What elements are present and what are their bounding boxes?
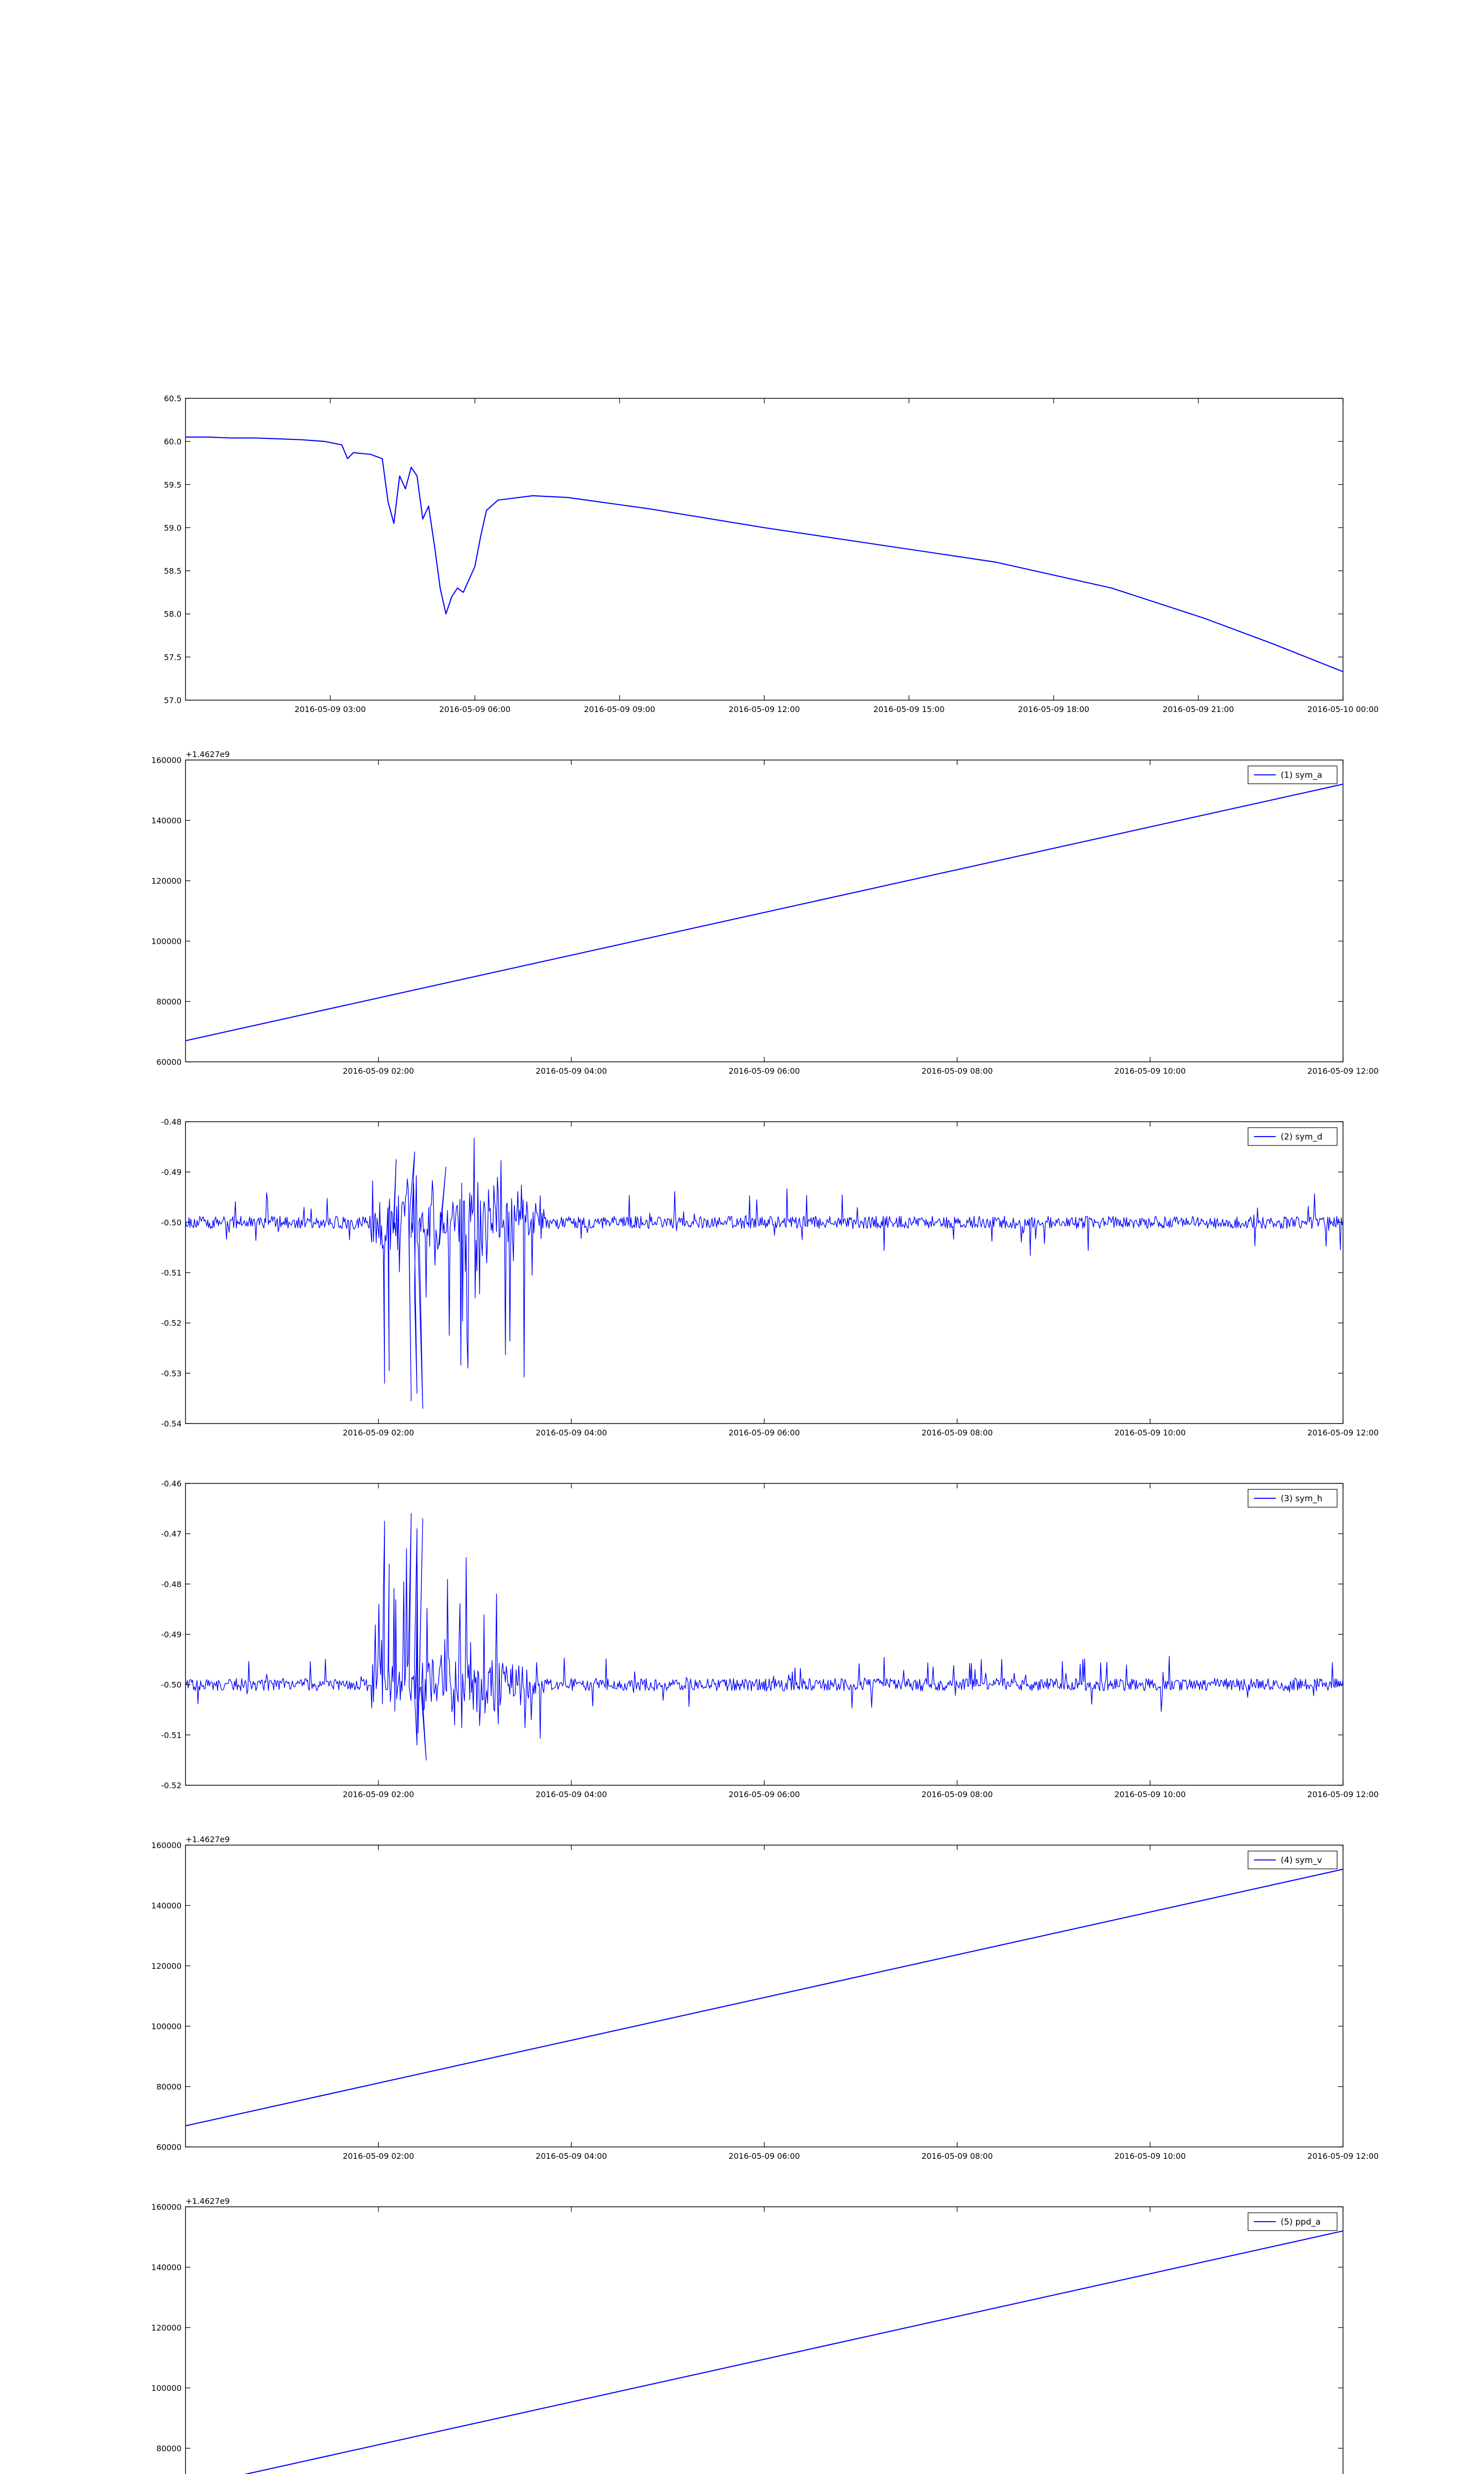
axes-frame — [186, 760, 1343, 1062]
legend-label: (1) sym_a — [1281, 770, 1322, 780]
x-tick-label: 2016-05-09 06:00 — [728, 2151, 800, 2161]
y-tick-label: 57.5 — [164, 652, 182, 662]
legend-label: (5) ppd_a — [1281, 2217, 1321, 2227]
x-tick-label: 2016-05-09 12:00 — [1307, 2151, 1379, 2161]
series-line — [186, 1514, 1343, 1760]
y-tick-label: -0.51 — [161, 1730, 182, 1740]
y-tick-label: -0.52 — [161, 1318, 182, 1328]
y-offset-label: +1.4627e9 — [186, 2196, 230, 2206]
x-tick-label: 2016-05-09 08:00 — [921, 1066, 993, 1076]
y-tick-label: 160000 — [151, 1841, 182, 1850]
x-tick-label: 2016-05-09 09:00 — [584, 705, 655, 714]
y-tick-label: 59.0 — [164, 523, 182, 533]
series-line — [186, 437, 1343, 671]
x-tick-label: 2016-05-09 08:00 — [921, 2151, 993, 2161]
panel-2 — [161, 1117, 1379, 1437]
x-tick-label: 2016-05-09 04:00 — [535, 2151, 607, 2161]
panel-0 — [164, 394, 1379, 714]
y-offset-label: +1.4627e9 — [186, 1835, 230, 1844]
y-tick-label: 100000 — [151, 2022, 182, 2031]
x-tick-label: 2016-05-09 02:00 — [342, 2151, 415, 2161]
y-tick-label: 140000 — [151, 2263, 182, 2272]
x-tick-label: 2016-05-09 06:00 — [728, 1790, 800, 1799]
y-tick-label: 58.5 — [164, 566, 182, 576]
x-tick-label: 2016-05-09 12:00 — [728, 705, 800, 714]
x-tick-label: 2016-05-09 15:00 — [873, 705, 945, 714]
y-tick-label: -0.54 — [161, 1419, 182, 1428]
x-tick-label: 2016-05-09 10:00 — [1114, 1790, 1186, 1799]
y-tick-label: 80000 — [156, 997, 182, 1006]
y-tick-label: 60.0 — [164, 437, 182, 447]
y-tick-label: 60000 — [156, 1057, 182, 1067]
series-line — [186, 1138, 1343, 1409]
y-tick-label: 160000 — [151, 2202, 182, 2212]
panel-4 — [151, 1835, 1379, 2161]
x-tick-label: 2016-05-10 00:00 — [1307, 705, 1379, 714]
axes-frame — [186, 1122, 1343, 1424]
x-tick-label: 2016-05-09 04:00 — [535, 1066, 607, 1076]
legend-label: (2) sym_d — [1281, 1132, 1323, 1142]
y-tick-label: -0.48 — [161, 1579, 182, 1589]
y-tick-label: 60.5 — [164, 394, 182, 403]
y-tick-label: 80000 — [156, 2444, 182, 2453]
y-tick-label: 120000 — [151, 876, 182, 886]
x-tick-label: 2016-05-09 06:00 — [439, 705, 511, 714]
series-line — [186, 2231, 1343, 2474]
x-tick-label: 2016-05-09 12:00 — [1307, 1428, 1379, 1437]
x-tick-label: 2016-05-09 06:00 — [728, 1428, 800, 1437]
x-tick-label: 2016-05-09 04:00 — [535, 1790, 607, 1799]
legend — [1248, 2213, 1337, 2231]
y-tick-label: -0.49 — [161, 1630, 182, 1639]
y-tick-label: 60000 — [156, 2142, 182, 2152]
panel-3 — [161, 1479, 1379, 1799]
y-tick-label: 140000 — [151, 1901, 182, 1910]
x-tick-label: 2016-05-09 02:00 — [342, 1066, 415, 1076]
y-tick-label: -0.50 — [161, 1218, 182, 1228]
series-line — [186, 784, 1343, 1041]
y-tick-label: 100000 — [151, 937, 182, 946]
y-tick-label: -0.50 — [161, 1680, 182, 1690]
y-tick-label: 59.5 — [164, 480, 182, 490]
axes-frame — [186, 2207, 1343, 2474]
axes-frame — [186, 398, 1343, 700]
x-tick-label: 2016-05-09 04:00 — [535, 1428, 607, 1437]
x-tick-label: 2016-05-09 12:00 — [1307, 1066, 1379, 1076]
x-tick-label: 2016-05-09 12:00 — [1307, 1790, 1379, 1799]
x-tick-label: 2016-05-09 18:00 — [1018, 705, 1090, 714]
legend-label: (3) sym_h — [1281, 1494, 1323, 1504]
x-tick-label: 2016-05-09 10:00 — [1114, 1428, 1186, 1437]
series-line — [186, 1869, 1343, 2126]
x-tick-label: 2016-05-09 03:00 — [294, 705, 366, 714]
panel-1 — [151, 750, 1379, 1076]
y-tick-label: -0.53 — [161, 1369, 182, 1379]
legend-label: (4) sym_v — [1281, 1856, 1322, 1865]
y-tick-label: -0.48 — [161, 1117, 182, 1127]
y-tick-label: -0.49 — [161, 1167, 182, 1177]
y-tick-label: 58.0 — [164, 609, 182, 619]
y-tick-label: -0.46 — [161, 1479, 182, 1488]
axes-frame — [186, 1845, 1343, 2147]
legend — [1248, 1128, 1337, 1145]
legend — [1248, 766, 1337, 784]
axes-frame — [186, 1483, 1343, 1785]
y-tick-label: 120000 — [151, 2323, 182, 2332]
y-tick-label: 120000 — [151, 1961, 182, 1971]
legend — [1248, 1851, 1337, 1869]
y-offset-label: +1.4627e9 — [186, 750, 230, 759]
y-tick-label: 100000 — [151, 2383, 182, 2393]
y-tick-label: 57.0 — [164, 696, 182, 705]
x-tick-label: 2016-05-09 02:00 — [342, 1428, 415, 1437]
y-tick-label: 80000 — [156, 2082, 182, 2092]
y-tick-label: 160000 — [151, 756, 182, 765]
x-tick-label: 2016-05-09 10:00 — [1114, 1066, 1186, 1076]
y-tick-label: -0.47 — [161, 1529, 182, 1539]
y-tick-label: 140000 — [151, 816, 182, 825]
panel-5 — [151, 2196, 1379, 2474]
x-tick-label: 2016-05-09 06:00 — [728, 1066, 800, 1076]
x-tick-label: 2016-05-09 02:00 — [342, 1790, 415, 1799]
x-tick-label: 2016-05-09 21:00 — [1162, 705, 1234, 714]
legend — [1248, 1489, 1337, 1507]
x-tick-label: 2016-05-09 10:00 — [1114, 2151, 1186, 2161]
y-tick-label: -0.52 — [161, 1781, 182, 1790]
x-tick-label: 2016-05-09 08:00 — [921, 1428, 993, 1437]
x-tick-label: 2016-05-09 08:00 — [921, 1790, 993, 1799]
y-tick-label: -0.51 — [161, 1268, 182, 1278]
